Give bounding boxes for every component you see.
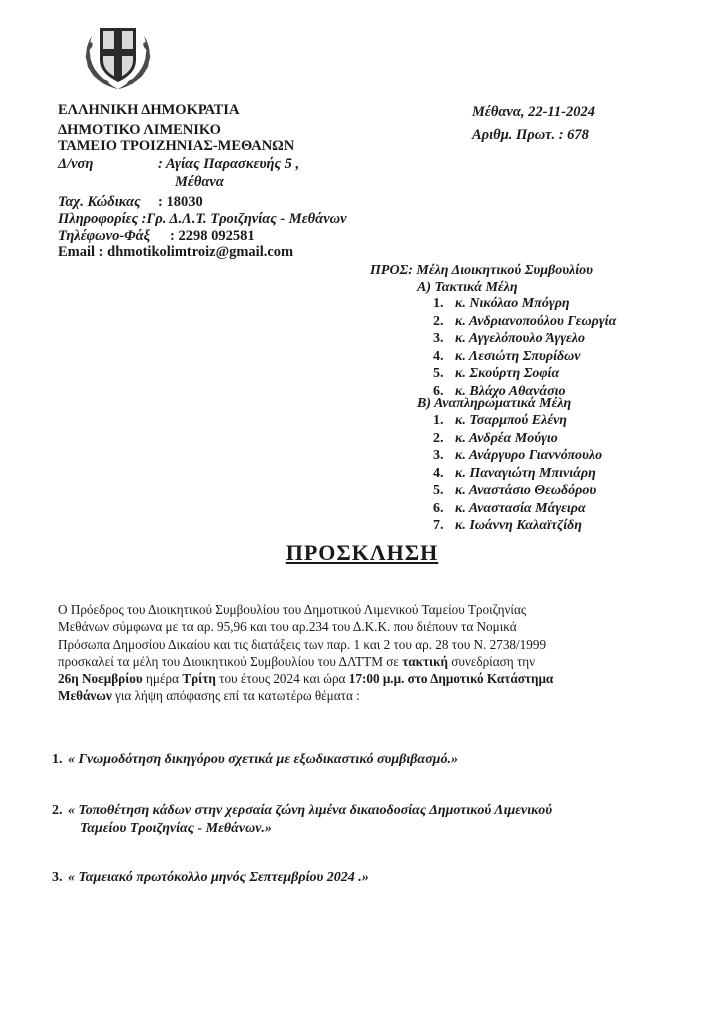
member-name: κ. Αναστασία Μάγειρα <box>455 500 586 516</box>
recipients-to: ΠΡΟΣ: Μέλη Διοικητικού Συμβουλίου <box>370 263 594 278</box>
member-name: κ. Λεσιώτη Σπυρίδων <box>455 348 581 364</box>
body-line-3: Πρόσωπα Δημοσίου Δικαίου και τις διατάξεις των παρ. 1 και 2 του αρ. 28 του Ν. 2738/1999 <box>58 636 547 652</box>
postal-value: : 18030 <box>158 194 203 210</box>
meeting-place: Μεθάνων <box>58 688 112 704</box>
list-item <box>433 331 616 349</box>
body-line-1: Ο Πρόεδρος του Διοικητικού Συμβουλίου του Δημοτικού Λιμενικού Ταμείου Τροιζηνίας <box>58 602 527 617</box>
agenda-number: 3. <box>52 870 63 885</box>
agenda-item <box>52 752 458 768</box>
member-name: κ. Ανδριανοπούλου Γεωργία <box>455 313 617 329</box>
body-text: για λήψη απόφασης επί τα κατωτέρω θέματα : <box>111 688 360 704</box>
body-text: προσκαλεί τα μέλη του Διοικητικού Συμβουλίου του ΔΛΤΤΜ σε <box>58 653 403 669</box>
org-line-2: ΔΗΜΟΤΙΚΟ ΛΙΜΕΝΙΚΟ <box>58 122 221 138</box>
item-number: 7. <box>433 518 444 533</box>
address-city: Μέθανα <box>175 174 224 190</box>
list-item <box>433 366 616 384</box>
member-name: κ. Αναστάσιο Θεωδόρου <box>455 483 597 498</box>
item-number: 5. <box>433 483 444 498</box>
list-item <box>433 483 602 501</box>
agenda-text: « Τοποθέτηση κάδων στην χερσαία ζώνη λιμένα δικαιοδοσίας Δημοτικού Λιμενικού <box>68 803 553 818</box>
list-item <box>433 518 602 536</box>
postal-label: Ταχ. Κώδικας <box>58 194 141 210</box>
list-item <box>433 501 602 519</box>
agenda-item <box>52 870 369 886</box>
agenda-text: « Ταμειακό πρωτόκολλο μηνός Σεπτεμβρίου 2024 .» <box>68 870 369 885</box>
body-text: του έτους 2024 και ώρα <box>215 671 349 687</box>
meeting-day: Τρίτη <box>182 671 216 687</box>
item-number: 6. <box>433 500 444 516</box>
agenda-number: 2. <box>52 803 63 818</box>
member-name: κ. Τσαρμπού Ελένη <box>455 413 567 428</box>
phone-label: Τηλέφωνο-Φάξ <box>58 228 151 244</box>
member-name: κ. Βλάχο Αθανάσιο <box>455 383 566 399</box>
agenda-item <box>52 803 552 819</box>
member-name: κ. Σκούρτη Σοφία <box>455 366 560 381</box>
item-number: 3. <box>433 448 444 463</box>
item-number: 3. <box>433 331 444 346</box>
item-number: 4. <box>433 465 444 481</box>
phone-value: : 2298 092581 <box>170 228 255 244</box>
meeting-time-place: 17:00 μ.μ. στο Δημοτικό Κατάστημα <box>348 671 554 687</box>
org-line-1: ΕΛΛΗΝΙΚΗ ΔΗΜΟΚΡΑΤΙΑ <box>58 102 240 118</box>
list-item <box>433 431 602 449</box>
list-item <box>433 314 616 332</box>
body-line-5 <box>58 671 553 688</box>
member-name: κ. Ανάργυρο Γιαννόπουλο <box>455 448 603 463</box>
address-value: : Αγίας Παρασκευής 5 , <box>158 156 300 172</box>
body-line-4 <box>58 654 553 671</box>
group-a-heading: Α) Τακτικά Μέλη <box>417 280 518 295</box>
member-name: κ. Παναγιώτη Μπινιάρη <box>455 465 596 481</box>
email-line: Email : dhmotikolimtroiz@gmail.com <box>58 244 294 260</box>
body-line-6 <box>58 688 553 705</box>
list-item <box>433 448 602 466</box>
list-item <box>433 466 602 484</box>
document-title: ΠΡΟΣΚΛΗΣΗ <box>285 540 439 565</box>
list-item <box>433 349 616 367</box>
group-b-heading: Β) Αναπληρωματικά Μέλη <box>417 396 572 411</box>
member-name: κ. Ανδρέα Μούγιο <box>455 430 558 446</box>
item-number: 2. <box>433 430 444 446</box>
org-line-3: ΤΑΜΕΙΟ ΤΡΟΙΖΗΝΙΑΣ-ΜΕΘΑΝΩΝ <box>58 138 295 154</box>
body-text: συνεδρίαση την <box>447 653 536 669</box>
item-number: 2. <box>433 313 444 329</box>
meeting-date: 26η Νοεμβρίου <box>58 671 143 687</box>
item-number: 5. <box>433 366 444 381</box>
regular-members-list <box>433 296 616 401</box>
body-paragraph <box>58 602 553 706</box>
agenda-number: 1. <box>52 752 63 767</box>
body-text: ημέρα <box>142 671 183 687</box>
member-name: κ. Ιωάννη Καλαϊτζίδη <box>455 518 582 533</box>
body-line-2: Μεθάνων σύμφωνα με τα αρ. 95,96 και του αρ.234 του Δ.Κ.Κ. που διέπουν τα Νομικά <box>58 619 517 635</box>
member-name: κ. Νικόλαο Μπόγρη <box>455 296 570 311</box>
list-item <box>433 413 602 431</box>
item-number: 1. <box>433 413 444 428</box>
member-name: κ. Αγγελόπουλο Άγγελο <box>455 331 586 346</box>
place-date: Μέθανα, 22-11-2024 <box>472 104 595 120</box>
protocol-number: Αριθμ. Πρωτ. : 678 <box>472 127 589 143</box>
item-number: 6. <box>433 383 444 399</box>
list-item <box>433 296 616 314</box>
meeting-type: τακτική <box>402 653 448 669</box>
alternate-members-list <box>433 413 602 536</box>
greek-emblem-icon <box>78 14 158 94</box>
item-number: 1. <box>433 296 444 311</box>
info-line: Πληροφορίες :Γρ. Δ.Λ.Τ. Τροιζηνίας - Μεθάνων <box>58 211 347 227</box>
address-label: Δ/νση <box>58 156 94 172</box>
item-number: 4. <box>433 348 444 364</box>
agenda-text: « Γνωμοδότηση δικηγόρου σχετικά με εξωδικαστικό συμβιβασμό.» <box>68 752 458 767</box>
agenda-text-continued: Ταμείου Τροιζηνίας - Μεθάνων.» <box>80 821 272 836</box>
